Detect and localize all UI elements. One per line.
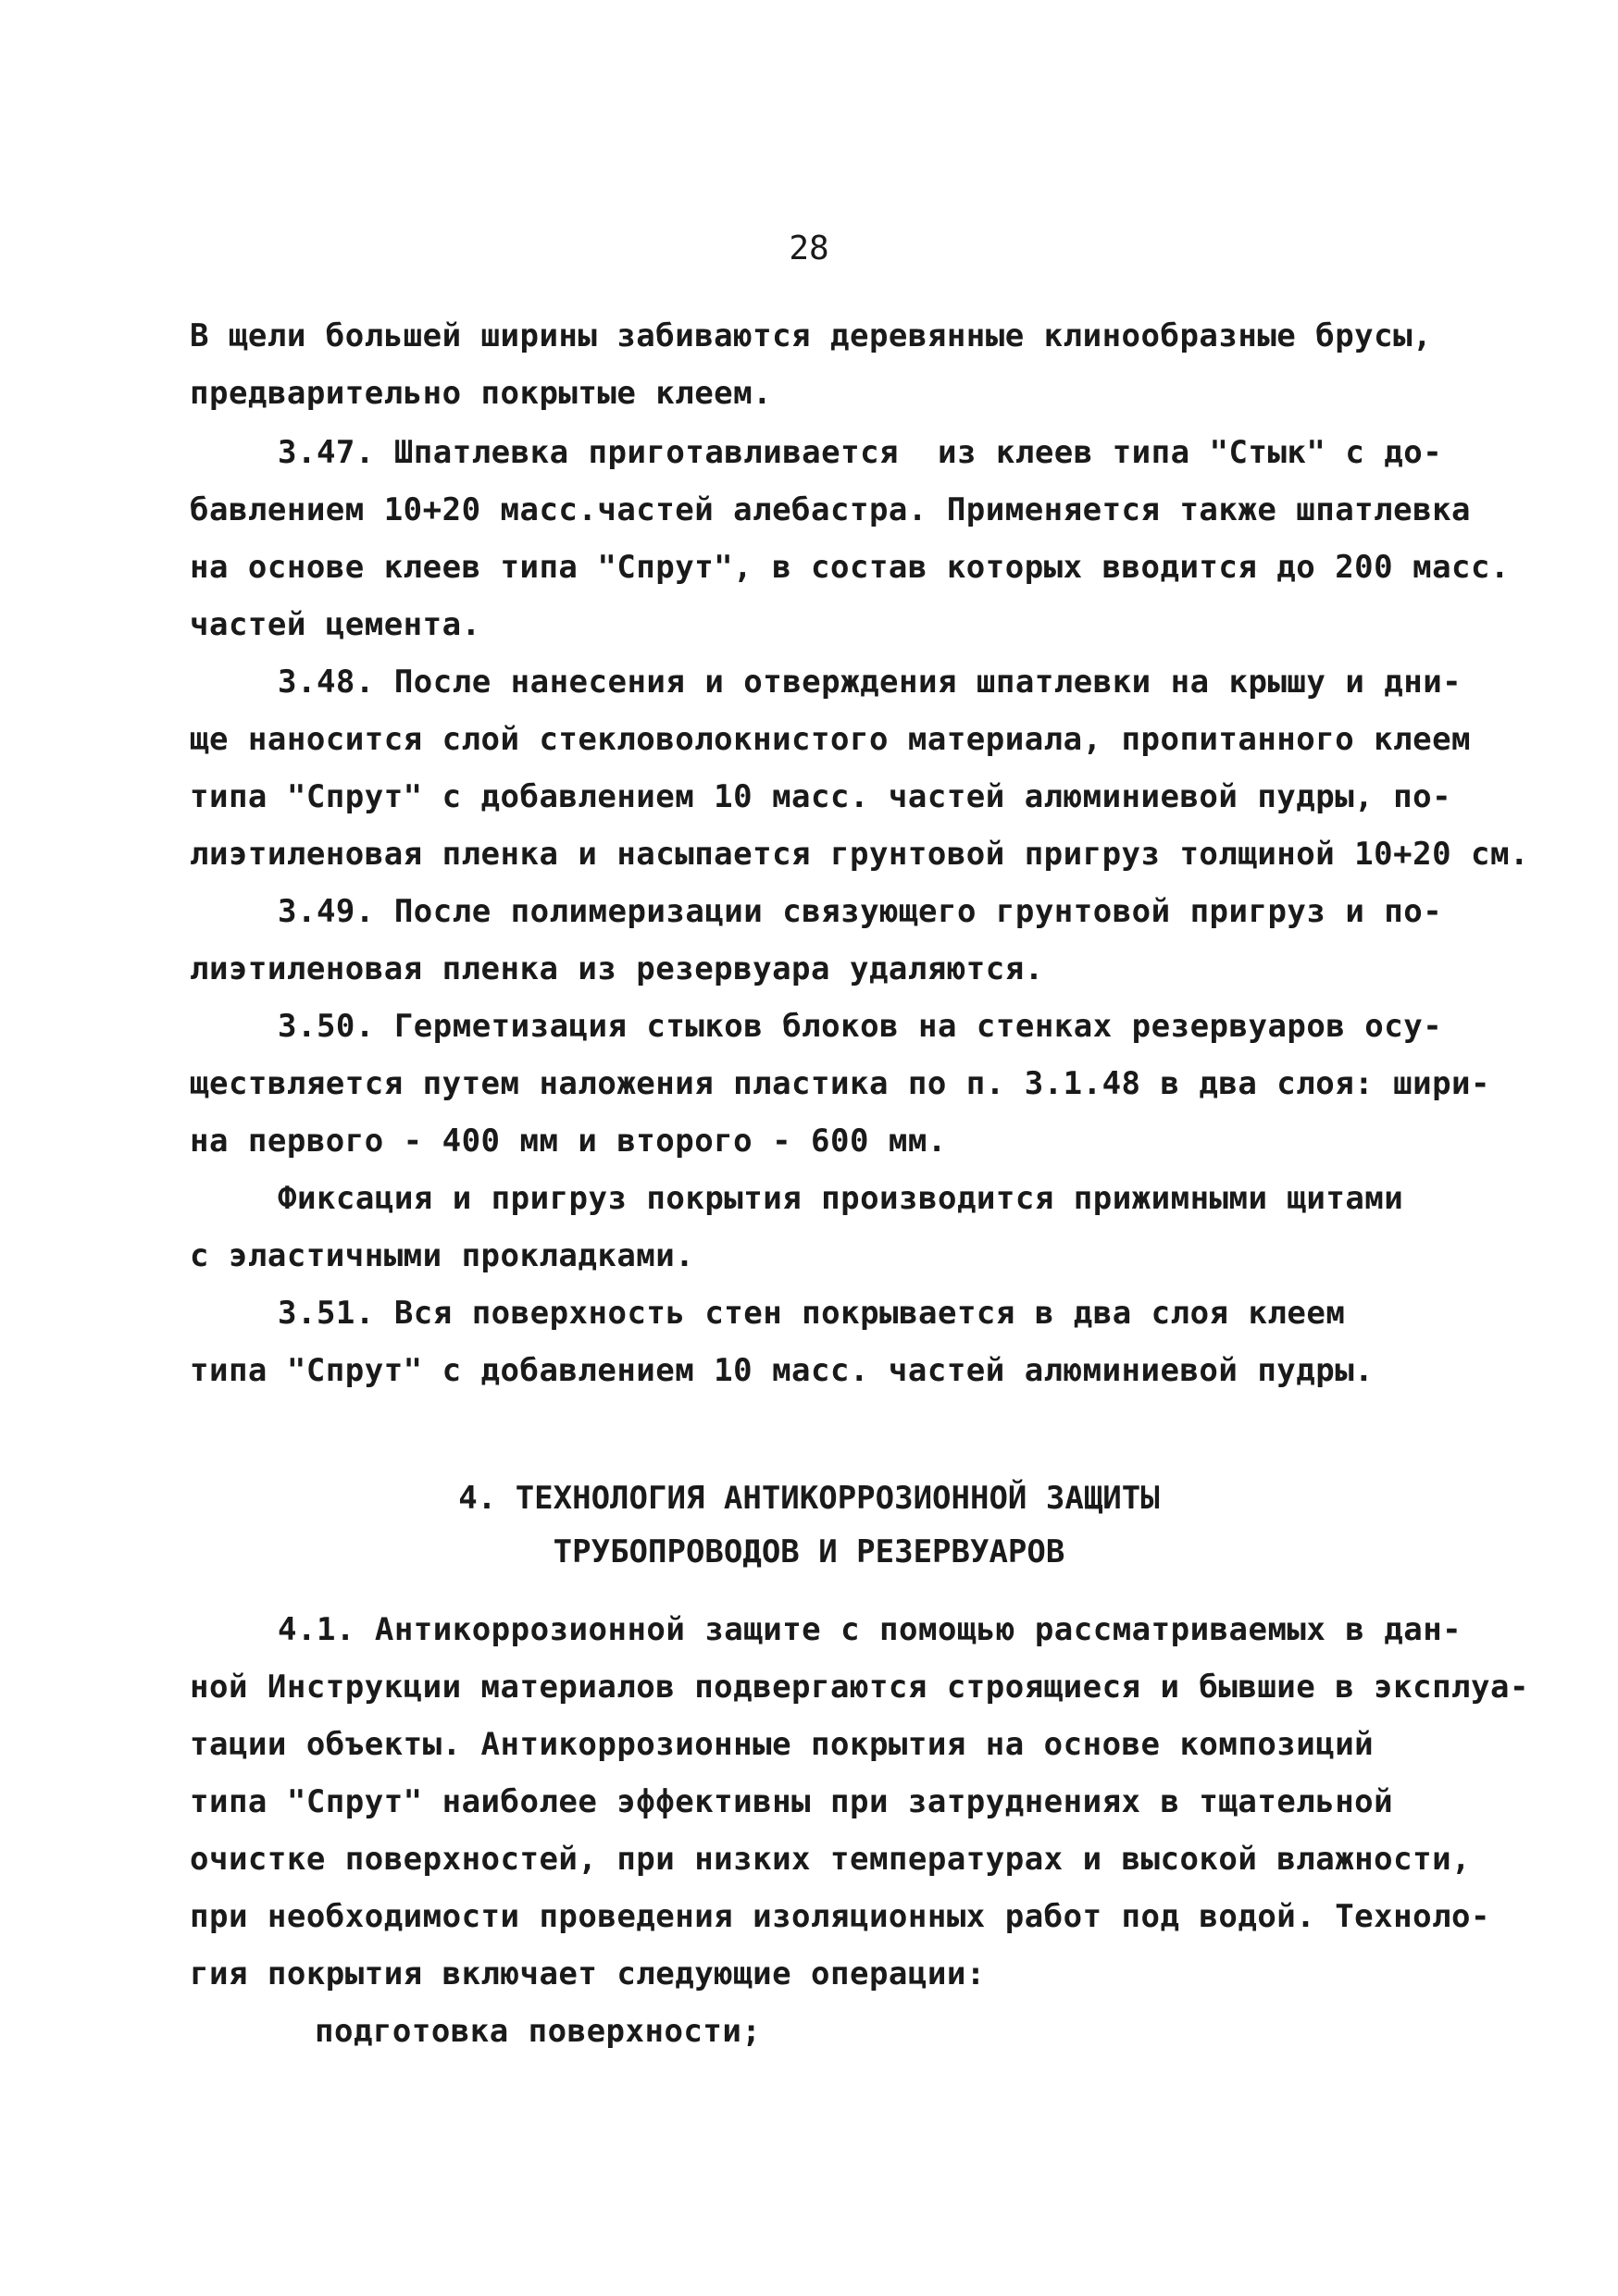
heading-line-2: ТРУБОПРОВОДОВ И РЕЗЕРВУАРОВ xyxy=(553,1533,1065,1570)
text-line: предварительно покрытые клеем. xyxy=(190,375,773,412)
paragraph-3-47-start: 3.47. Шпатлевка приготавливается из клеев типа "Стык" с до- xyxy=(278,434,1443,471)
text-line: ще наносится слой стекловолокнистого материала, пропитанного клеем xyxy=(190,721,1472,758)
text-line: ществляется путем наложения пластика по п. 3.1.48 в два слоя: шири- xyxy=(190,1065,1490,1102)
heading-line-1: 4. ТЕХНОЛОГИЯ АНТИКОРРОЗИОННОЙ ЗАЩИТЫ xyxy=(458,1480,1160,1517)
text-line: типа "Спрут" с добавлением 10 масс. частей алюминиевой пудры. xyxy=(190,1352,1375,1389)
text-line: гия покрытия включает следующие операции: xyxy=(190,1955,986,1992)
paragraph-3-49-start: 3.49. После полимеризации связующего грунтовой пригруз и по- xyxy=(278,893,1443,930)
paragraph-3-50-start: 3.50. Герметизация стыков блоков на стенках резервуаров осу- xyxy=(278,1008,1443,1045)
text-line: В щели большей ширины забиваются деревянные клинообразные брусы, xyxy=(190,317,1433,354)
text-line: частей цемента. xyxy=(190,606,481,643)
text-line: при необходимости проведения изоляционных работ под водой. Техноло- xyxy=(190,1898,1490,1935)
text-line: типа "Спрут" наиболее эффективны при затруднениях в тщательной xyxy=(190,1783,1394,1820)
text-line: на основе клеев типа "Спрут", в состав которых вводится до 200 масс. xyxy=(190,549,1510,586)
text-line: лиэтиленовая пленка из резервуара удаляются. xyxy=(190,950,1044,987)
text-line: тации объекты. Антикоррозионные покрытия на основе композиций xyxy=(190,1726,1375,1763)
paragraph-3-48-start: 3.48. После нанесения и отверждения шпатлевки на крышу и дни- xyxy=(278,664,1462,701)
section-4-heading xyxy=(0,1471,1618,1579)
paragraph-fixation-start: Фиксация и пригруз покрытия производится прижимными щитами xyxy=(278,1180,1404,1217)
section-3-paragraphs xyxy=(190,424,1529,1399)
paragraph-4-1-start: 4.1. Антикоррозионной защите с помощью рассматриваемых в дан- xyxy=(278,1611,1462,1648)
text-line: очистке поверхностей, при низких температурах и высокой влажности, xyxy=(190,1841,1472,1878)
text-line: ной Инструкции материалов подвергаются строящиеся и бывшие в эксплуа- xyxy=(190,1669,1529,1706)
text-line: типа "Спрут" с добавлением 10 масс. частей алюминиевой пудры, по- xyxy=(190,778,1452,815)
paragraph-3-51-start: 3.51. Вся поверхность стен покрывается в два слоя клеем xyxy=(278,1295,1346,1332)
section-4-paragraphs xyxy=(190,1601,1529,2060)
paragraph-continuation xyxy=(190,307,1449,422)
text-line: на первого - 400 мм и второго - 600 мм. xyxy=(190,1123,947,1160)
text-line: бавлением 10+20 масс.частей алебастра. Применяется также шпатлевка xyxy=(190,491,1472,528)
page-number: 28 xyxy=(789,230,829,267)
text-line: лиэтиленовая пленка и насыпается грунтовой пригруз толщиной 10+20 см. xyxy=(190,836,1529,873)
text-line: с эластичными прокладками. xyxy=(190,1237,695,1274)
list-item-surface-preparation: подготовка поверхности; xyxy=(315,2013,762,2050)
